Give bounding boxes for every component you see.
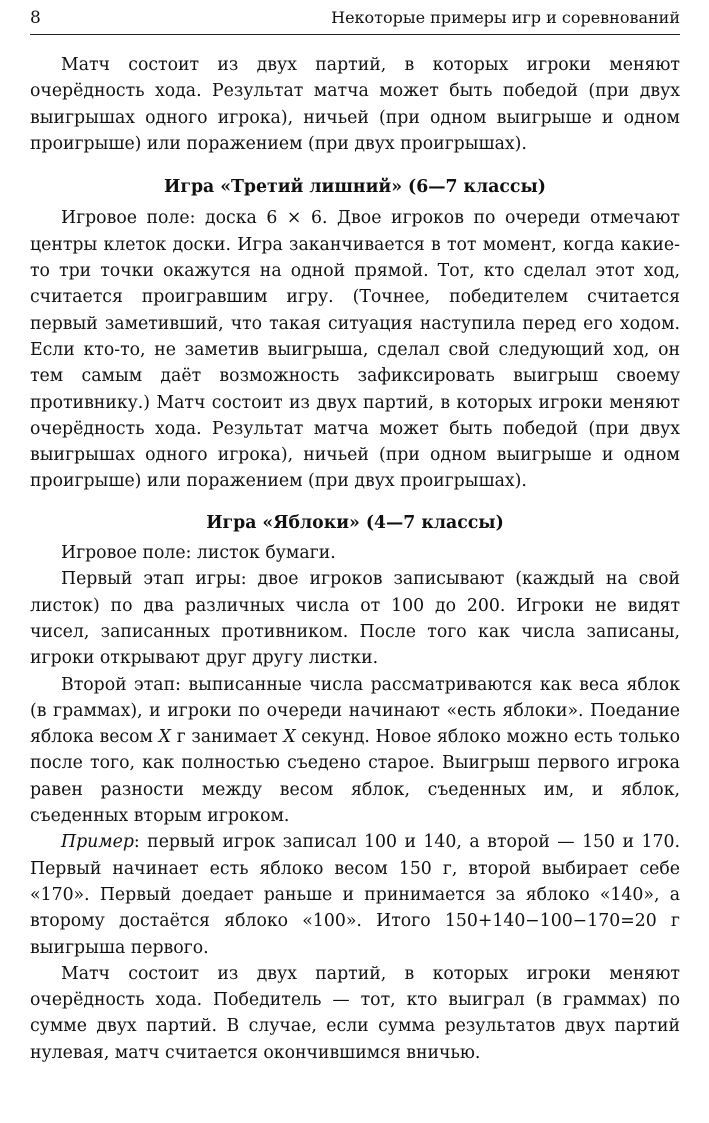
page-number: 8 — [30, 8, 41, 28]
variable-x: X — [158, 727, 171, 748]
page-header — [30, 0, 680, 35]
stage2-text-b: г занимает — [170, 727, 284, 748]
section2-paragraph-stage1: Первый этап игры: двое игроков записывают (каждый на свой листок) по два различных числа от 100 до 200. Игроки не видят чисел, записанных противником. После того как числа записаны, игроки открывают друг другу листки. — [30, 569, 680, 669]
stage2-text-c: секунд. Новое яблоко можно есть только после того, как полностью съедено старое. Выигрыш первого игрока равен разности между весом яблок, съеденных им, и яблок, съеденных вторым игроком. — [30, 727, 680, 827]
book-page — [30, 0, 680, 1066]
section2-paragraph-stage2 — [30, 672, 680, 830]
running-title: Некоторые примеры игр и соревнований — [331, 8, 680, 27]
page-body — [30, 52, 680, 1066]
intro-paragraph: Матч состоит из двух партий, в которых игроки меняют очерёдность хода. Результат матча может быть победой (при двух выигрышах одного игрока), ничьей (при одном выигрыше и одном проигрыше) или поражением (при двух проигрышах). — [30, 55, 680, 154]
section2-paragraph-match: Матч состоит из двух партий, в которых игроки меняют очерёдность хода. Победитель — тот, кто выиграл (в граммах) по сумме двух партий. В случае, если сумма результатов двух партий нулевая, матч считается окончившимся вничью. — [30, 963, 680, 1063]
stage2-text-a: Второй этап: выписанные числа рассматриваются как веса яблок (в граммах), и игроки по очереди начинают «есть яблоки». Поедание яблока весом — [30, 674, 680, 748]
variable-x-2: X — [283, 727, 296, 748]
example-text: : первый игрок записал 100 и 140, а второй — 150 и 170. Первый начинает есть яблоко весом 150 г, второй выбирает себе «170». Первый доедает раньше и принимается за яблоко «140», а второму достаётся яблоко «100». Итого 150+140−100−170=20 г выигрыша первого. — [30, 832, 680, 958]
section2-paragraph-field: Игровое поле: листок бумаги. — [61, 543, 336, 564]
section1-paragraph: Игровое поле: доска 6 × 6. Двое игроков по очереди отмечают центры клеток доски. Игра заканчивается в тот момент, когда какие-то три точки окажутся на одной прямой. Тот, кто сделал этот ход, считается проигравшим игру. (Точнее, победителем считается первый заметивший, что такая ситуация наступила перед его ходом. Если кто-то, не заметив выигрыша, сделал свой следующий ход, он тем самым даёт возможность зафиксировать выигрыш своему противнику.) Матч состоит из двух партий, в которых игроки меняют очерёдность хода. Результат матча может быть победой (при двух выигрышах одного игрока), ничьей (при одном выигрыше и одном проигрыше) или поражением (при двух проигрышах). — [30, 208, 680, 492]
example-label: Пример — [61, 832, 134, 853]
section2-paragraph-example — [30, 829, 680, 960]
section-title-apples: Игра «Яблоки» (4—7 классы) — [206, 512, 504, 533]
section-title-third-odd: Игра «Третий лишний» (6—7 классы) — [164, 177, 546, 198]
